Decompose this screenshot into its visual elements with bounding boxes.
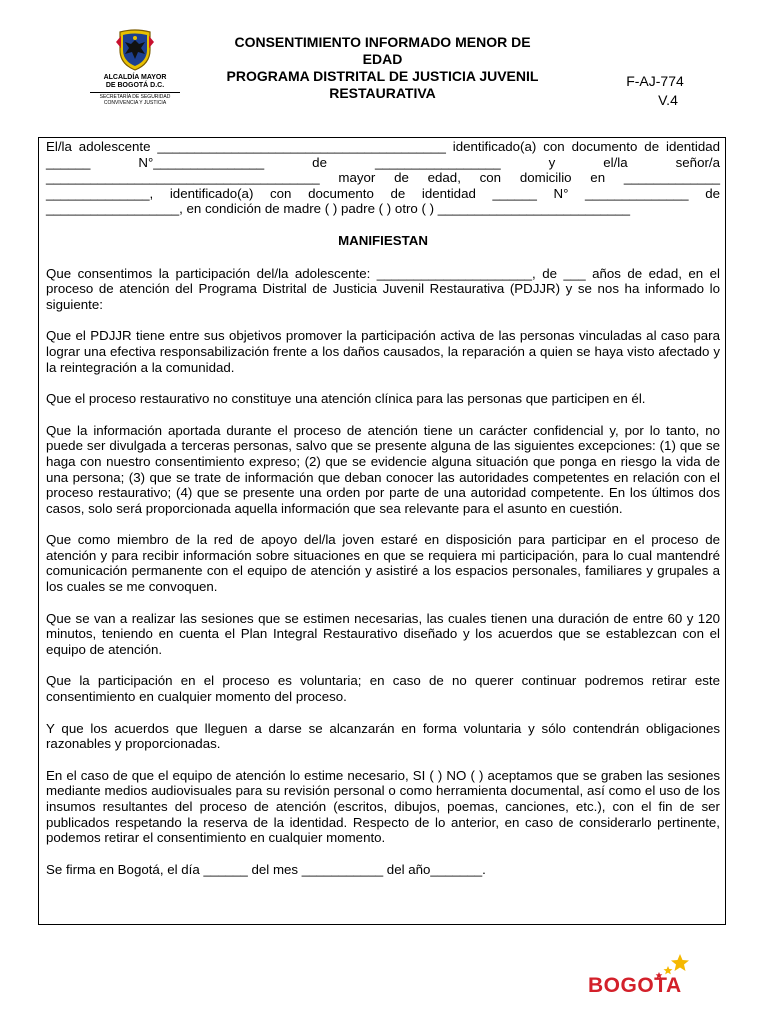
paragraph-consent: Que consentimos la participación del/la adolescente: _____________________, de ___ años de edad, en el proceso de atención del Programa Distrital de Justicia Juvenil Restaurativa (PDJJR) y se nos ha informado lo siguiente: [46,265,720,312]
alcaldia-logo [90,28,180,106]
signature-line: Se firma en Bogotá, el día ______ del mes ___________ del año_______. [46,861,486,877]
title-line-4: RESTAURATIVA [329,85,436,101]
logo-text-secretaria: SECRETARÍA DE SEGURIDAD [90,92,180,100]
paragraph-objectives: Que el PDJJR tiene entre sus objetivos promover la participación activa de las personas vinculadas al caso para lograr una efectiva responsabilización frente a los daños causados, la reparación a quien se haya visto afectado y la reintegración a la comunidad. [46,328,720,375]
paragraph-non-clinical: Que el proceso restaurativo no constituye una atención clínica para las personas que participen en él. [46,391,646,407]
consent-form-box [38,137,726,925]
paragraph-voluntary: Que la participación en el proceso es voluntaria; en caso de no querer continuar podremos retirar este consentimiento en cualquier momento del proceso. [46,673,720,705]
document-header [0,0,768,130]
form-code: F-AJ-774 [626,73,684,89]
paragraph-sessions: Que se van a realizar las sesiones que se estimen necesarias, las cuales tienen una duración de entre 60 y 120 minutos, teniendo en cuenta el Plan Integral Restaurativo diseñado y los acuerdos que se establezcan con el equipo de atención. [46,610,720,657]
bogota-brand-logo [588,952,698,1002]
paragraph-agreements: Y que los acuerdos que lleguen a darse se alcanzarán en forma voluntaria y sólo contendrán obligaciones razonables y proporcionadas. [46,720,720,752]
title-line-3: PROGRAMA DISTRITAL DE JUSTICIA JUVENIL [226,68,539,84]
identification-fields: El/la adolescente _______________________________________ identificado(a) con documento de identidad ______ N°_______________ de _________________ y el/la señor/a _____________________________________ mayor de edad, con domicilio en _____________ ______________, identificado(a) con documento de identidad ______ N° ______________ de __________________, en condición de madre ( ) padre ( ) otro ( ) __________________________ [46,139,720,217]
bogota-crest-icon [112,28,158,72]
title-line-2: EDAD [362,51,403,67]
title-line-1: CONSENTIMIENTO INFORMADO MENOR DE [234,34,531,50]
document-title [205,34,560,102]
logo-text-bogota: DE BOGOTÁ D.C. [105,82,165,89]
section-heading: MANIFIESTAN [338,232,428,248]
paragraph-support-network: Que como miembro de la red de apoyo del/la joven estaré en disposición para participar en el proceso de atención y para recibir información sobre situaciones en que se requiera mi participación, para lo cual mantendré comunicación permanente con el equipo de atención y asistiré a los espacios personales, familiares y grupales a los cuales se me convoquen. [46,532,720,595]
logo-text-convivencia: CONVIVENCIA Y JUSTICIA [103,100,167,106]
form-version: V.4 [658,92,678,108]
paragraph-recording: En el caso de que el equipo de atención lo estime necesario, SI ( ) NO ( ) aceptamos que se graben las sesiones mediante medios audiovisuales para su revisión personal o como herramienta documental, así como el uso de los insumos resultantes del proceso de atención (escritos, dibujos, poemas, canciones, etc.), con el fin de ser publicados respetando la reserva de la identidad. Respecto de lo anterior, en caso de considerarlo pertinente, podemos retirar el consentimiento en cualquier momento. [46,767,720,846]
form-code-block [600,72,710,110]
logo-text-alcaldia: ALCALDÍA MAYOR [103,74,167,81]
bogota-brand-text: BOGOTA [588,974,682,997]
paragraph-confidentiality: Que la información aportada durante el proceso de atención tiene un carácter confidencial y, por lo tanto, no puede ser divulgada a terceras personas, salvo que se presente alguna de las siguientes excepciones: (1) que se haga con nuestro consentimiento expreso; (2) que se evidencie alguna situación que ponga en riesgo la vida de una persona; (3) que se trate de información que deban conocer las autoridades competentes en relación con el proceso restaurativo; (4) que se presente una orden por parte de una autoridad competente. En los últimos dos casos, solo será proporcionada aquella información que sea relevante para el asunto en cuestión. [46,422,720,516]
